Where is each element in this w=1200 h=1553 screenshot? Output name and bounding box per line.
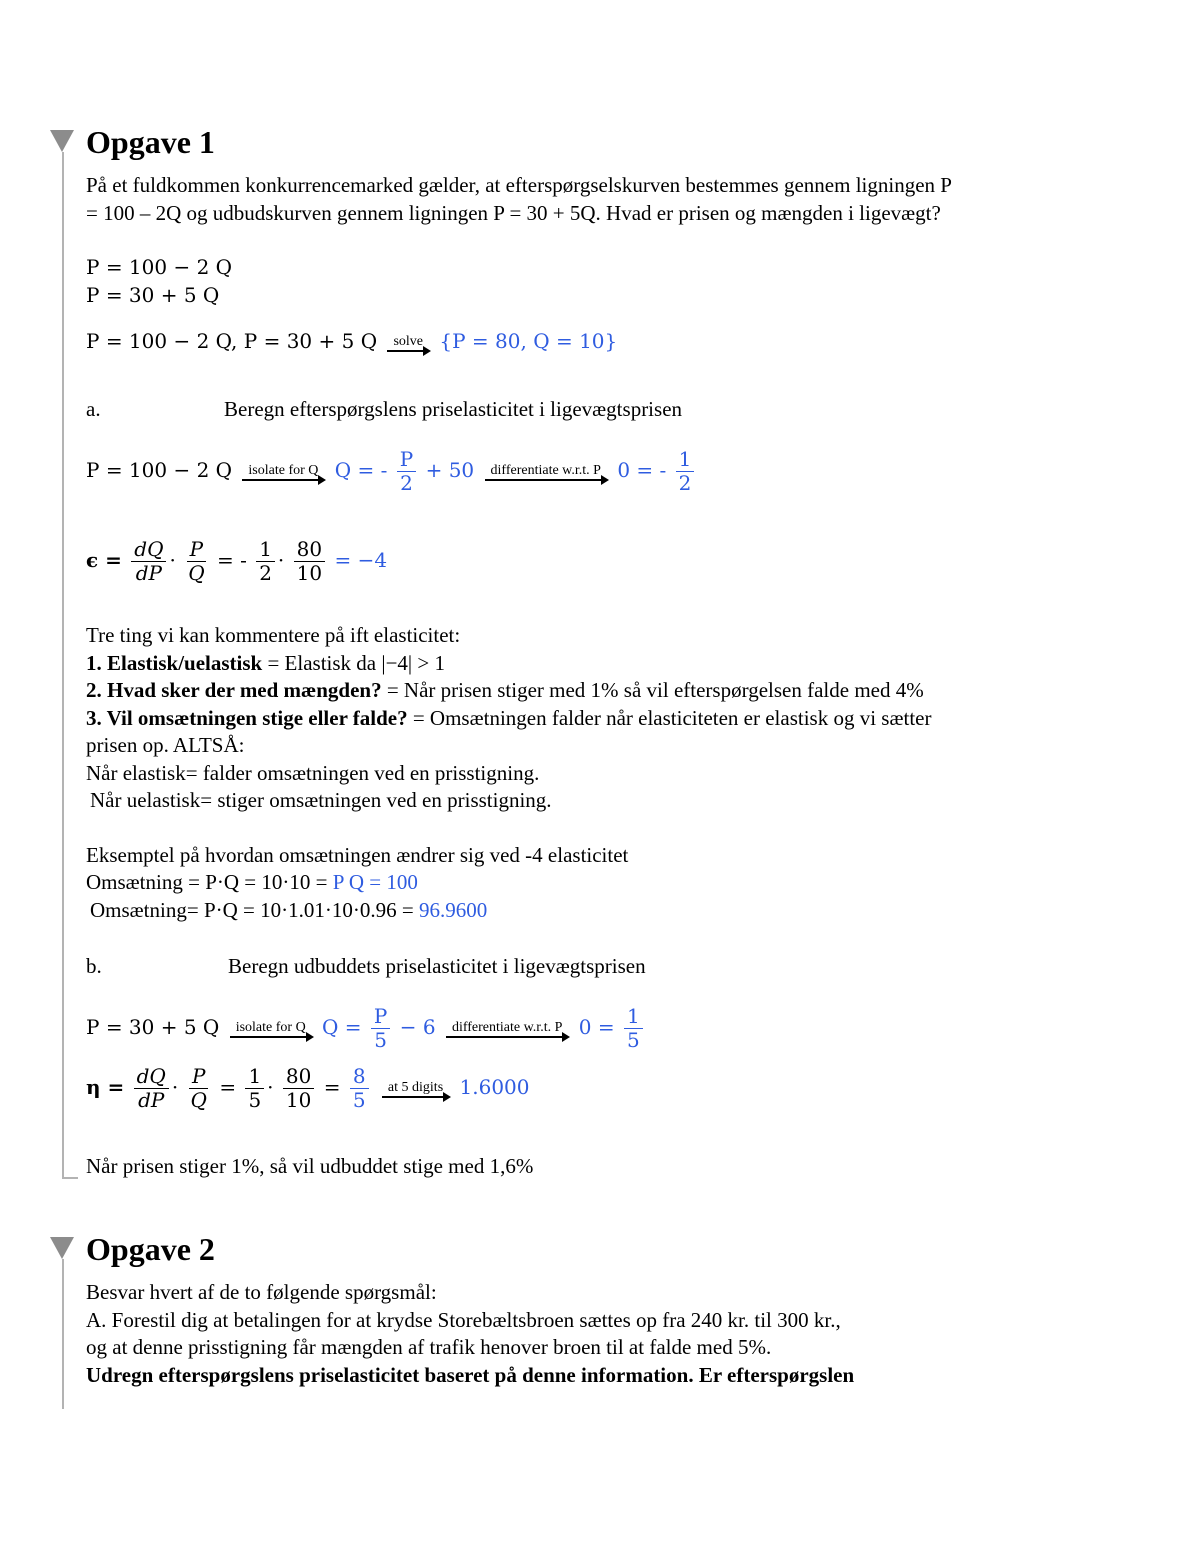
example-line-2: Omsætning= P·Q = 10·1.01·10·0.96 = 96.9600 <box>90 898 488 922</box>
comment-1: 1. Elastisk/uelastisk = Elastisk da |−4| > 1 <box>86 651 445 675</box>
section-title: Opgave 1 <box>86 124 215 160</box>
isolate-arrow <box>242 463 324 481</box>
example-line-1: Omsætning = P·Q = 10·10 = P Q = 100 <box>86 870 418 894</box>
comments-intro: Tre ting vi kan kommentere på ift elasticitet: <box>86 623 461 647</box>
example-intro: Eksemptel på hvordan omsætningen ændrer sig ved -4 elasticitet <box>86 843 629 867</box>
collapse-triangle-icon[interactable] <box>50 130 74 152</box>
elasticity-formula: ϵ = $\frac{dQ}{dP}$ · $\frac{P}{Q}$ = - $\frac{1}{2}$ · $\frac{80}{10}$ = −4 <box>86 537 388 585</box>
opgave2-line-2: A. Forestil dig at betalingen for at krydse Storebæltsbroen sættes op fra 240 kr. til 300 kr., <box>86 1308 841 1332</box>
isolated-q: Q = - <box>334 458 388 482</box>
differentiate-arrow-b: differentiate w.r.t. P <box>446 1020 568 1038</box>
dq-dp: $\frac{dQ}{dP}$ <box>131 538 166 585</box>
isolate-label: isolate for Q <box>248 462 319 478</box>
intro-line-2: = 100 – 2Q og udbudskurven gennem ligningen P = 30 + 5Q. Hvad er prisen og mængden i ligevægt? <box>86 201 941 225</box>
demand-derivation <box>86 448 697 495</box>
opgave2-line-4: Udregn efterspørgslens priselasticitet baseret på denne information. Er efterspørgslen <box>86 1363 855 1387</box>
opgave2-line-1: Besvar hvert af de to følgende spørgsmål: <box>86 1280 437 1304</box>
one-half: $\frac{1}{2}$ <box>676 448 695 495</box>
one-half-2: $\frac{1}{2}$ <box>256 538 275 585</box>
supply-elasticity-formula: η = $\frac{dQ}{dP}$ · $\frac{P}{Q}$ = $\frac{1}{5}$ · $\frac{80}{10}$ = $\frac{8}{5}$ at 5 digits 1.6000 <box>86 1064 530 1112</box>
question-b-label: b. <box>86 954 102 978</box>
solve-label: solve <box>393 333 424 349</box>
derivation-lhs: P = 100 − 2 Q <box>86 458 233 482</box>
collapse-triangle-icon[interactable] <box>50 1237 74 1259</box>
one-fifth: $\frac{1}{5}$ <box>624 1005 643 1052</box>
digits-arrow: at 5 digits <box>382 1080 449 1098</box>
eta-symbol: η = <box>86 1075 125 1099</box>
solve-result: {P = 80, Q = 10} <box>439 329 618 353</box>
section-title: Opgave 2 <box>86 1231 215 1267</box>
supply-equation: P = 30 + 5 Q <box>86 283 220 307</box>
comment-3-cont: prisen op. ALTSÅ: <box>86 733 245 757</box>
derivative-lhs: 0 = - <box>617 458 667 482</box>
solve-line <box>86 328 617 355</box>
plus-50: + 50 <box>425 458 475 482</box>
differentiate-label: differentiate w.r.t. P <box>490 462 601 478</box>
conclusion: Når prisen stiger 1%, så vil udbuddet stige med 1,6% <box>86 1154 534 1178</box>
question-b-text: Beregn udbuddets priselasticitet i ligevægtsprisen <box>228 954 646 978</box>
eta-result: 1.6000 <box>459 1075 530 1099</box>
isolate-arrow-b: isolate for Q <box>230 1020 312 1038</box>
p-over-q: $\frac{P}{Q}$ <box>188 537 205 585</box>
question-a-text: Beregn efterspørgslens priselasticitet i ligevægtsprisen <box>224 397 683 421</box>
eighty-over-ten: $\frac{80}{10}$ <box>294 538 325 585</box>
section-bracket <box>62 1259 78 1409</box>
comment-4: Når elastisk= falder omsætningen ved en prisstigning. <box>86 761 540 785</box>
comment-5: Når uelastisk= stiger omsætningen ved en prisstigning. <box>90 788 552 812</box>
elasticity-result: = −4 <box>334 548 388 572</box>
section-bracket <box>62 152 78 1179</box>
differentiate-arrow <box>485 463 607 481</box>
comment-3: 3. Vil omsætningen stige eller falde? = Omsætningen falder når elasticiteten er elastisk og vi sætter <box>86 706 932 730</box>
supply-derivation: P = 30 + 5 Q isolate for Q Q = $\frac{P}{5}$ − 6 differentiate w.r.t. P 0 = $\frac{1}{5}$ <box>86 1005 646 1052</box>
equals-minus: = - <box>216 548 247 572</box>
question-a-label: a. <box>86 397 101 421</box>
system-equations: P = 100 − 2 Q, P = 30 + 5 Q <box>86 329 378 353</box>
p-over-2: $\frac{P}{2}$ <box>397 448 416 495</box>
comment-2: 2. Hvad sker der med mængden? = Når prisen stiger med 1% så vil efterspørgelsen falde med 4% <box>86 678 924 702</box>
demand-equation: P = 100 − 2 Q <box>86 255 233 279</box>
solve-arrow <box>387 334 429 352</box>
p-over-5: $\frac{P}{5}$ <box>371 1005 390 1052</box>
eight-fifths: $\frac{8}{5}$ <box>350 1065 369 1112</box>
epsilon-symbol: ϵ = <box>86 548 122 572</box>
intro-line-1: På et fuldkommen konkurrencemarked gælder, at efterspørgselskurven bestemmes gennem ligningen P <box>86 173 952 197</box>
opgave2-line-3: og at denne prisstigning får mængden af trafik henover broen til at falde med 5%. <box>86 1335 772 1359</box>
